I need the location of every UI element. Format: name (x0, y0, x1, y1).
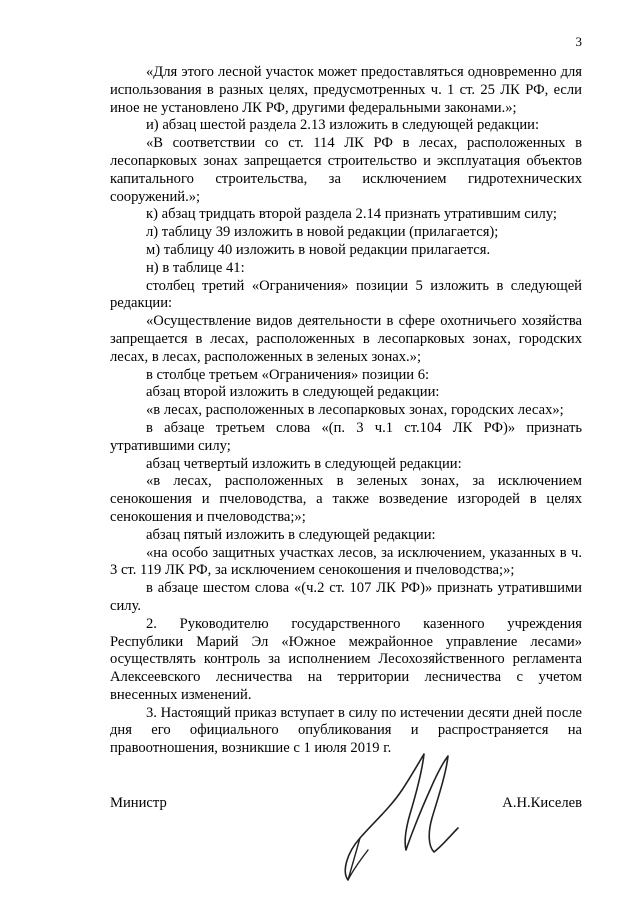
paragraph: 2. Руководителю государственного казенного учреждения Республики Марий Эл «Южное межрайонное управление лесами» осуществлять контроль за исполнением Лесохозяйственного регламента Алексеевского лесничества на территории лесничества с учетом внесенных изменений. (110, 615, 582, 703)
paragraph: абзац пятый изложить в следующей редакции: (146, 526, 436, 543)
handwritten-signature (338, 742, 468, 887)
paragraph: 3. Настоящий приказ вступает в силу по истечении десяти дней после дня его официального опубликования и распространяется на правоотношения, возникшие с 1 июля 2019 г. (110, 704, 582, 757)
paragraph: в абзаце третьем слова «(п. 3 ч.1 ст.104 ЛК РФ)» признать утратившими силу; (110, 419, 582, 454)
document-body (110, 64, 582, 758)
paragraph: л) таблицу 39 изложить в новой редакции (прилагается); (146, 224, 499, 241)
paragraph: «в лесах, расположенных в зеленых зонах, за исключением сенокошения и пчеловодства, а также возведение изгородей в целях сенокошения и пчеловодства;»; (110, 473, 582, 525)
paragraph: м) таблицу 40 изложить в новой редакции прилагается. (146, 241, 491, 258)
paragraph: «Для этого лесной участок может предоставляться одновременно для использования в разных целях, предусмотренных ч. 1 ст. 25 ЛК РФ, если иное не установлено ЛК РФ, другими федеральными законами.»; (110, 64, 582, 116)
paragraph: «Осуществление видов деятельности в сфере охотничьего хозяйства запрещается в лесах, расположенных в лесопарковых зонах, городских лесах, в лесах, расположенных в зеленых зонах.»; (110, 313, 582, 365)
paragraph: столбец третий «Ограничения» позиции 5 изложить в следующей редакции: (110, 277, 582, 312)
paragraph: в столбце третьем «Ограничения» позиции 6: (146, 366, 430, 383)
paragraph: абзац второй изложить в следующей редакции: (146, 384, 440, 401)
paragraph: н) в таблице 41: (146, 259, 245, 276)
paragraph: абзац четвертый изложить в следующей редакции: (146, 455, 462, 472)
paragraph: и) абзац шестой раздела 2.13 изложить в следующей редакции: (146, 117, 539, 134)
signer-position: Министр (110, 795, 167, 811)
paragraph: к) абзац тридцать второй раздела 2.14 признать утратившим силу; (146, 206, 557, 223)
paragraph: «на особо защитных участках лесов, за исключением, указанных в ч. 3 ст. 119 ЛК РФ, за исключением сенокошения и пчеловодства;»; (110, 544, 582, 579)
page-number: 3 (575, 34, 582, 49)
paragraph: «в лесах, расположенных в лесопарковых зонах, городских лесах»; (146, 402, 564, 419)
paragraph: в абзаце шестом слова «(ч.2 ст. 107 ЛК РФ)» признать утратившими силу. (110, 580, 582, 614)
signer-name: А.Н.Киселев (502, 795, 582, 811)
paragraph: «В соответствии со ст. 114 ЛК РФ в лесах, расположенных в лесопарковых зонах запрещается строительство и эксплуатация объектов капитального строительства, за исключением гидротехнических сооружений.»; (110, 135, 582, 205)
